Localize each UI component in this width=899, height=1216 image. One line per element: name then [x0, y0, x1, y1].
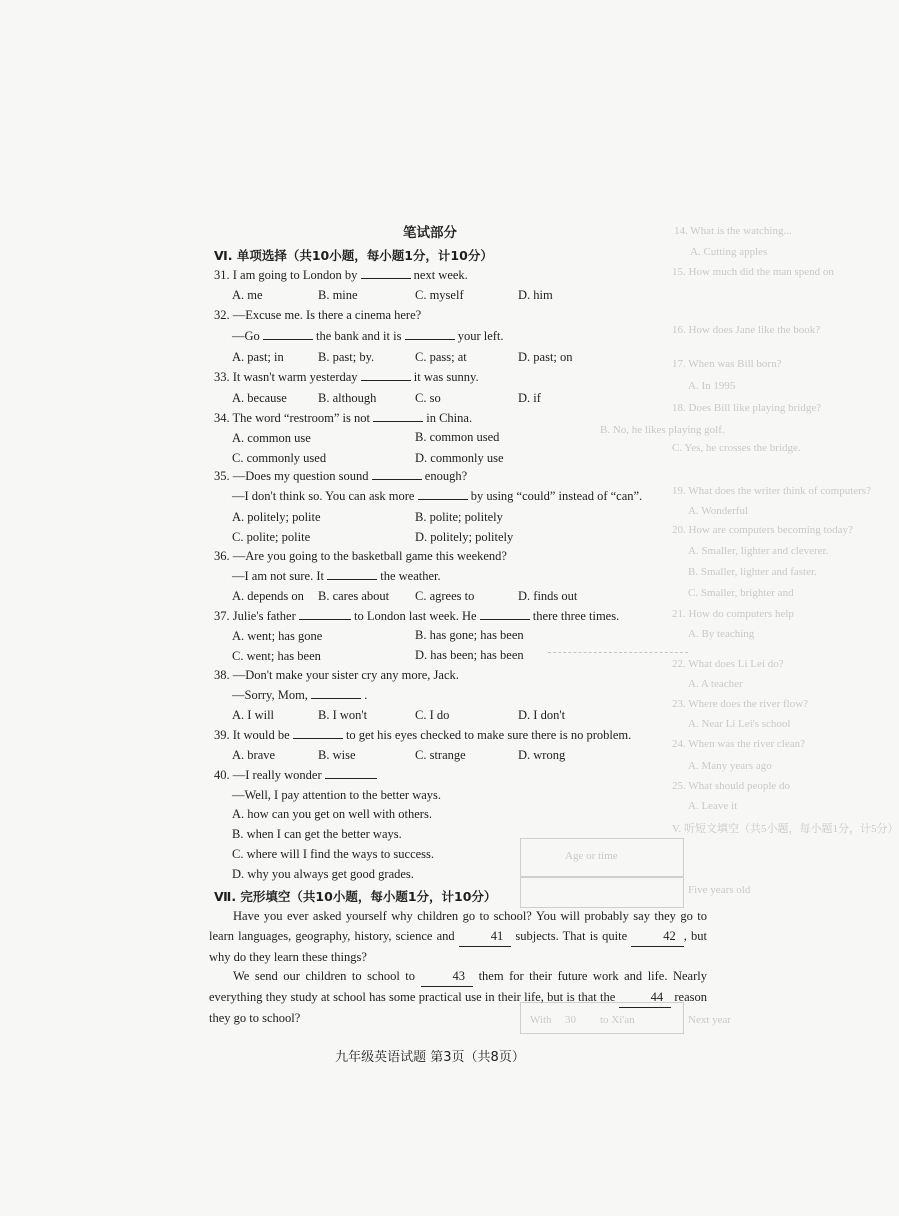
option-34c[interactable]: C. commonly used: [232, 451, 327, 465]
bleed-text: A. Leave it: [688, 800, 738, 812]
option-32d[interactable]: D. past; on: [518, 350, 573, 364]
bleed-text: V. 听短文填空（共5小题，每小题1分，计5分）: [672, 823, 899, 835]
option-31d[interactable]: D. him: [518, 288, 553, 302]
bleed-text: 15. How much did the man spend on: [672, 266, 834, 278]
question-40: 40. —I really wonder: [214, 768, 377, 783]
option-31c[interactable]: C. myself: [415, 288, 464, 302]
answer-blank[interactable]: [361, 277, 411, 279]
answer-blank[interactable]: [293, 737, 343, 739]
option-38a[interactable]: A. I will: [232, 708, 275, 722]
bleed-text: 24. When was the river clean?: [672, 738, 805, 750]
option-32c[interactable]: C. pass; at: [415, 350, 467, 364]
bleed-text: 18. Does Bill like playing bridge?: [672, 402, 822, 414]
cloze-blank-43[interactable]: 43: [421, 966, 474, 987]
option-34a[interactable]: A. common use: [232, 431, 311, 445]
answer-blank[interactable]: [311, 697, 361, 699]
question-35: 35. —Does my question sound enough?: [214, 469, 468, 483]
question-37: 37. Julie's father to London last week. He there three times.: [214, 609, 620, 623]
section-7-heading: Ⅶ. 完形填空（共10小题，每小题1分，计10分）: [214, 889, 497, 904]
question-34: 34. The word “restroom” is not in China.: [214, 411, 473, 425]
bleed-text: A. In 1995: [688, 380, 736, 392]
option-39a[interactable]: A. brave: [232, 748, 276, 762]
option-37c[interactable]: C. went; has been: [232, 649, 321, 663]
option-40a[interactable]: A. how can you get on well with others.: [232, 807, 432, 821]
bleed-text: 17. When was Bill born?: [672, 358, 782, 370]
option-35c[interactable]: C. polite; polite: [232, 530, 311, 544]
question-38-line2: —Sorry, Mom, .: [232, 688, 368, 702]
question-32: 32. —Excuse me. Is there a cinema here?: [214, 308, 422, 322]
option-37b[interactable]: B. has gone; has been: [415, 628, 524, 642]
option-38b[interactable]: B. I won't: [318, 708, 368, 722]
option-34d[interactable]: D. commonly use: [415, 451, 504, 465]
option-34b[interactable]: B. common used: [415, 430, 500, 444]
bleed-text: 20. How are computers becoming today?: [672, 524, 853, 536]
question-32-line2: —Go the bank and it is your left.: [232, 329, 504, 343]
option-40d[interactable]: D. why you always get good grades.: [232, 867, 414, 881]
bleed-text: Age or time: [565, 850, 618, 862]
option-32b[interactable]: B. past; by.: [318, 350, 375, 364]
answer-blank[interactable]: [480, 618, 530, 620]
question-38: 38. —Don't make your sister cry any more, Jack.: [214, 668, 459, 682]
bleed-text: 14. What is the watching...: [674, 225, 792, 237]
bleed-text: 23. Where does the river flow?: [672, 698, 809, 710]
option-38d[interactable]: D. I don't: [518, 708, 566, 722]
cloze-blank-42[interactable]: 42: [631, 926, 684, 947]
bleed-text: A. Near Li Lei's school: [688, 718, 791, 730]
option-31b[interactable]: B. mine: [318, 288, 358, 302]
bleed-text: A. A teacher: [688, 678, 743, 690]
answer-blank[interactable]: [327, 578, 377, 580]
option-39b[interactable]: B. wise: [318, 748, 356, 762]
section-6-heading: Ⅵ. 单项选择（共10小题，每小题1分，计10分）: [214, 248, 493, 263]
option-31a[interactable]: A. me: [232, 288, 263, 302]
option-40b[interactable]: B. when I can get the better ways.: [232, 827, 402, 841]
answer-blank[interactable]: [373, 420, 423, 422]
bleed-text: B. Smaller, lighter and faster.: [688, 566, 817, 578]
bleed-text: 22. What does Li Lei do?: [672, 658, 784, 670]
option-36b[interactable]: B. cares about: [318, 589, 390, 603]
bleed-text: Five years old: [688, 884, 751, 896]
answer-blank[interactable]: [263, 338, 313, 340]
option-33c[interactable]: C. so: [415, 391, 441, 405]
cloze-paragraph-2: We send our children to school to 43 them for their future work and life. Nearly everything they study at school has some practical use in their life, but is that the 44 reason they go to school?: [209, 966, 707, 1028]
option-33a[interactable]: A. because: [232, 391, 287, 405]
bleed-text: C. Yes, he crosses the bridge.: [672, 442, 801, 454]
answer-blank[interactable]: [361, 379, 411, 381]
question-35-line2: —I don't think so. You can ask more by using “could” instead of “can”.: [232, 489, 643, 503]
answer-blank[interactable]: [372, 478, 422, 480]
answer-blank[interactable]: [418, 498, 468, 500]
bleed-text: Next year: [688, 1014, 732, 1026]
bleed-text: 30: [565, 1014, 576, 1026]
option-32a[interactable]: A. past; in: [232, 350, 284, 364]
question-31: 31. I am going to London by next week.: [214, 268, 468, 282]
option-36d[interactable]: D. finds out: [518, 589, 578, 603]
question-33: 33. It wasn't warm yesterday it was sunny.: [214, 370, 479, 384]
cloze-paragraph-1: Have you ever asked yourself why children go to school? You will probably say they go to learn languages, geography, history, science and 41 subjects. That is quite 42 , but why do they learn these things?: [209, 909, 707, 964]
option-36c[interactable]: C. agrees to: [415, 589, 475, 603]
option-38c[interactable]: C. I do: [415, 708, 450, 722]
answer-blank[interactable]: [325, 777, 377, 779]
answer-blank[interactable]: [405, 338, 455, 340]
bleed-text: C. Smaller, brighter and: [688, 587, 794, 599]
option-35d[interactable]: D. politely; politely: [415, 530, 514, 544]
bleed-text: B. No, he likes playing golf.: [600, 424, 725, 436]
bleed-text: to Xi'an: [600, 1014, 635, 1026]
option-37a[interactable]: A. went; has gone: [232, 629, 323, 643]
bleed-text: A. Many years ago: [688, 760, 772, 772]
option-33d[interactable]: D. if: [518, 391, 541, 405]
cloze-blank-41[interactable]: 41: [459, 926, 512, 947]
option-36a[interactable]: A. depends on: [232, 589, 304, 603]
bleed-text: 16. How does Jane like the book?: [672, 324, 821, 336]
answer-blank[interactable]: [299, 618, 351, 620]
option-33b[interactable]: B. although: [318, 391, 377, 405]
bleed-text: 21. How do computers help: [672, 608, 794, 620]
option-35a[interactable]: A. politely; polite: [232, 510, 321, 524]
question-40-line2: —Well, I pay attention to the better ways.: [232, 788, 442, 802]
question-39: 39. It would be to get his eyes checked to make sure there is no problem.: [214, 728, 632, 742]
option-39c[interactable]: C. strange: [415, 748, 466, 762]
bleed-text: A. Smaller, lighter and cleverer.: [688, 545, 829, 557]
question-36-line2: —I am not sure. It the weather.: [232, 569, 441, 583]
page-title: 笔试部分: [403, 225, 457, 241]
bleed-text: 19. What does the writer think of computers?: [672, 485, 871, 497]
bleed-text: 25. What should people do: [672, 780, 791, 792]
bleed-text: With: [530, 1014, 552, 1026]
option-40c[interactable]: C. where will I find the ways to success.: [232, 847, 435, 861]
option-37d[interactable]: D. has been; has been: [415, 648, 524, 662]
bleed-text: A. By teaching: [688, 628, 755, 640]
question-36: 36. —Are you going to the basketball game this weekend?: [214, 549, 507, 563]
cloze-blank-44[interactable]: 44: [619, 987, 672, 1008]
bleed-text: A. Cutting apples: [690, 246, 768, 258]
option-35b[interactable]: B. polite; politely: [415, 510, 503, 524]
page-footer: 九年级英语试题 第3页（共8页）: [335, 1050, 525, 1065]
option-39d[interactable]: D. wrong: [518, 748, 566, 762]
bleed-text: A. Wonderful: [688, 505, 749, 517]
